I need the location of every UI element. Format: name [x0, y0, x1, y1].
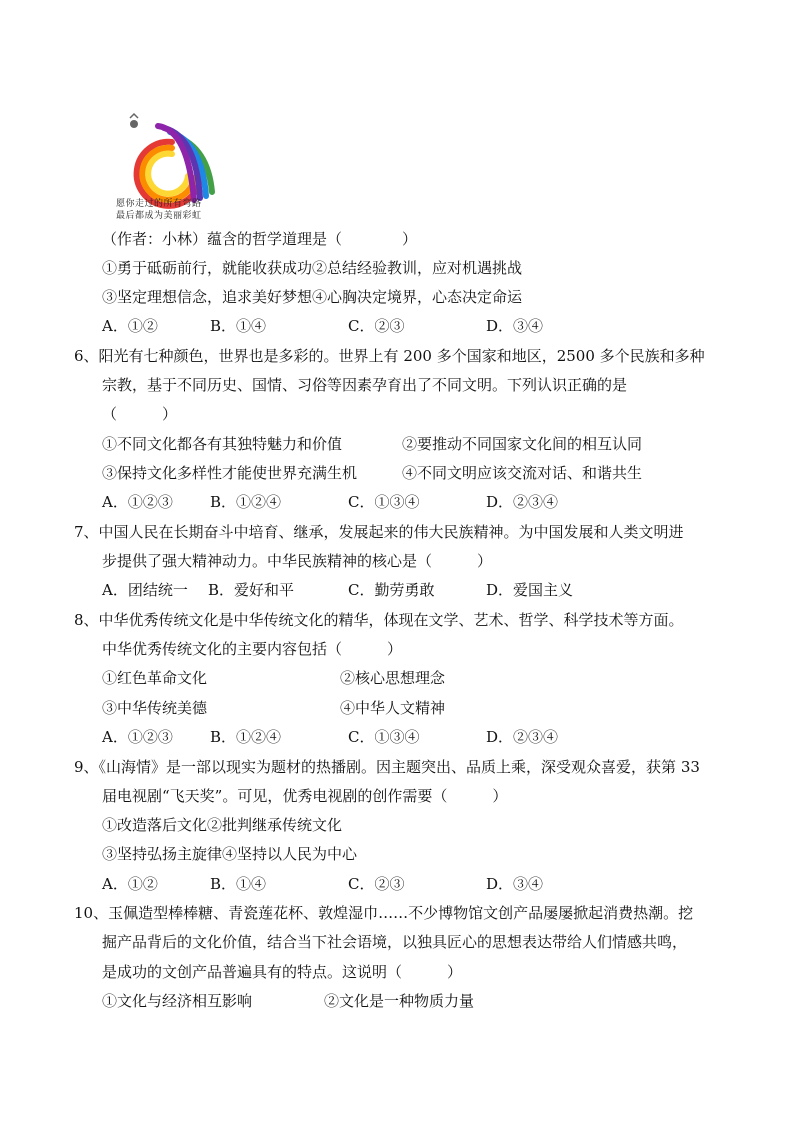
q6-option-d[interactable]: D．②③④	[486, 493, 559, 511]
q6-stem-line-2: 宗教，基于不同历史、国情、习俗等因素孕育出了不同文明。下列认识正确的是	[102, 376, 628, 394]
q7-options	[0, 580, 794, 600]
q9-statement-3-4: ③坚持弘扬主旋律④坚持以人民为中心	[102, 845, 358, 863]
q9-statement-1-2: ①改造落后文化②批判继承传统文化	[102, 816, 343, 834]
q8-statement-3: ③中华传统美德	[102, 699, 208, 717]
q8-stem-line-2: 中华优秀传统文化的主要内容包括（ ）	[102, 640, 403, 658]
q6-statement-3: ③保持文化多样性才能使世界充满生机	[102, 464, 358, 482]
q10-statement-1: ①文化与经济相互影响	[102, 992, 253, 1010]
q9-option-d[interactable]: D．③④	[486, 875, 544, 893]
q5-option-a[interactable]: A．①②	[102, 317, 158, 335]
q8-option-c[interactable]: C．①③④	[348, 728, 420, 746]
q10-stem-line-1: 10、玉佩造型棒棒糖、青瓷莲花杯、敦煌湿巾……不少博物馆文创产品屡屡掀起消费热潮。挖	[74, 904, 694, 922]
q9-stem-line-2: 届电视剧“飞天奖”。可见，优秀电视剧的创作需要（ ）	[102, 787, 508, 805]
q5-stem: （作者：小林）蕴含的哲学道理是（ ）	[102, 230, 418, 248]
q8-stem-line-1: 8、中华优秀传统文化是中华传统文化的精华，体现在文学、艺术、哲学、科学技术等方面。	[74, 611, 684, 629]
q6-statement-4: ④不同文明应该交流对话、和谐共生	[402, 464, 643, 482]
q10-stem-line-2: 掘产品背后的文化价值，结合当下社会语境，以独具匠心的思想表达带给人们情感共鸣，	[102, 933, 688, 951]
q6-stem-line-1: 6、阳光有七种颜色，世界也是多彩的。世界上有 200 多个国家和地区，2500 多个民族和多种	[74, 347, 705, 365]
logo-caption-line-1: 愿你走过的所有弯路	[116, 199, 202, 209]
q8-options	[0, 727, 794, 747]
q7-option-d[interactable]: D．爱国主义	[486, 581, 574, 599]
q6-statement-2: ②要推动不同国家文化间的相互认同	[402, 435, 643, 453]
q8-statement-2: ②核心思想理念	[340, 669, 446, 687]
q6-answer-bracket: （ ）	[102, 405, 178, 423]
q5-statement-1-2: ①勇于砥砺前行，就能收获成功②总结经验教训，应对机遇挑战	[102, 259, 523, 277]
q6-option-a[interactable]: A．①②③	[102, 493, 173, 511]
q6-option-c[interactable]: C．①③④	[348, 493, 420, 511]
q10-statement-2: ②文化是一种物质力量	[324, 992, 475, 1010]
q8-option-a[interactable]: A．①②③	[102, 728, 173, 746]
q6-options	[0, 492, 794, 512]
q6-statement-1: ①不同文化都各有其独特魅力和价值	[102, 435, 343, 453]
q5-option-c[interactable]: C．②③	[348, 317, 405, 335]
logo-caption-line-2: 最后都成为美丽彩虹	[116, 211, 202, 221]
q5-options	[0, 316, 794, 336]
q5-statement-3-4: ③坚定理想信念，追求美好梦想④心胸决定境界，心态决定命运	[102, 288, 523, 306]
q5-option-b[interactable]: B．①④	[210, 317, 267, 335]
q10-stem-line-3: 是成功的文创产品普遍具有的特点。这说明（ ）	[102, 963, 463, 981]
q9-options	[0, 874, 794, 894]
q8-option-d[interactable]: D．②③④	[486, 728, 559, 746]
q9-option-a[interactable]: A．①②	[102, 875, 158, 893]
q7-option-c[interactable]: C．勤劳勇敢	[348, 581, 435, 599]
q9-option-b[interactable]: B．①④	[210, 875, 267, 893]
q7-option-a[interactable]: A．团结统一	[102, 581, 188, 599]
q7-stem-line-2: 步提供了强大精神动力。中华民族精神的核心是（ ）	[102, 552, 493, 570]
q9-option-c[interactable]: C．②③	[348, 875, 405, 893]
q5-option-d[interactable]: D．③④	[486, 317, 544, 335]
q8-statement-4: ④中华人文精神	[340, 699, 446, 717]
q8-statement-1: ①红色革命文化	[102, 669, 208, 687]
q7-option-b[interactable]: B．爱好和平	[208, 581, 295, 599]
q7-stem-line-1: 7、中国人民在长期奋斗中培育、继承，发展起来的伟大民族精神。为中国发展和人类文明进	[74, 523, 684, 541]
q8-option-b[interactable]: B．①②④	[210, 728, 282, 746]
q6-option-b[interactable]: B．①②④	[210, 493, 282, 511]
q9-stem-line-1: 9、《山海情》是一部以现实为题材的热播剧。因主题突出、品质上乘，深受观众喜爱，获第 33	[74, 758, 700, 776]
